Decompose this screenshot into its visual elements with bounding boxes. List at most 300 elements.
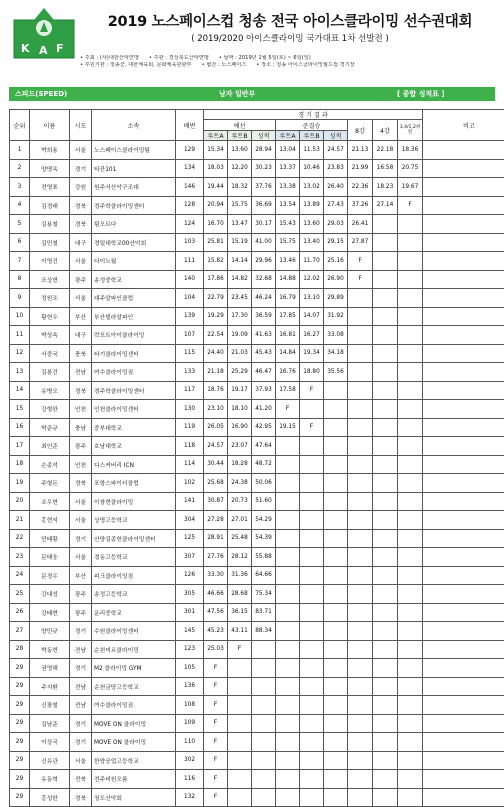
cell-prelim-score: 41.63 (252, 326, 276, 345)
header-bib: 배번 (176, 110, 204, 141)
cell-semi-score: 25.16 (324, 252, 348, 271)
cell-prelim-route-b: 17.30 (228, 307, 252, 326)
cell-semi-route-b (300, 640, 324, 659)
cell-team: M2 클라이밍 GYM (92, 659, 176, 678)
cell-note (423, 603, 504, 622)
cell-final (398, 474, 423, 493)
table-row (10, 566, 504, 585)
cell-quarter (348, 455, 373, 474)
cell-final (398, 770, 423, 789)
table-row (10, 400, 504, 419)
cell-name: 전영표 (30, 178, 70, 197)
cell-region: 경북 (70, 196, 92, 215)
cell-semi-route-b: 13.02 (300, 178, 324, 197)
cell-semifinal (373, 400, 398, 419)
header-semi-route-a: 루트A (276, 131, 300, 141)
cell-final (398, 270, 423, 289)
cell-semifinal (373, 788, 398, 807)
cell-team: 인천클라이밍센터 (92, 400, 176, 419)
cell-team: MOVE ON 클라이밍 (92, 733, 176, 752)
cell-team: 노스페이스클라이밍팀 (92, 141, 176, 160)
cell-prelim-route-b (228, 714, 252, 733)
cell-semi-route-b: 16.27 (300, 326, 324, 345)
cell-semi-score (324, 437, 348, 456)
cell-team: 송정중학교 (92, 270, 176, 289)
cell-quarter (348, 696, 373, 715)
cell-prelim-route-b: 43.11 (228, 622, 252, 641)
cell-region: 서울 (70, 141, 92, 160)
cell-final (398, 566, 423, 585)
cell-quarter (348, 418, 373, 437)
cell-semifinal (373, 622, 398, 641)
cell-quarter (348, 659, 373, 678)
cell-semi-route-a: 13.38 (276, 178, 300, 197)
cell-semi-route-a: 16.79 (276, 289, 300, 308)
cell-prelim-route-a: 47.56 (204, 603, 228, 622)
cell-semi-score (324, 418, 348, 437)
cell-semi-route-a (276, 696, 300, 715)
cell-region: 경기 (70, 159, 92, 178)
cell-semi-route-b: 13.60 (300, 215, 324, 234)
info-date: • 날짜 : 2019년 1월 5일(토) ~ 6일(일) (219, 55, 311, 62)
cell-prelim-route-a: 17.86 (204, 270, 228, 289)
cell-bib: 304 (176, 511, 204, 530)
cell-prelim-route-a: F (204, 751, 228, 770)
cell-final (398, 677, 423, 696)
cell-semi-route-b: 11.53 (300, 141, 324, 160)
cell-prelim-route-b: F (228, 640, 252, 659)
cell-semi-score: 31.92 (324, 307, 348, 326)
cell-semifinal (373, 455, 398, 474)
cell-note (423, 548, 504, 567)
cell-semi-route-a: F (276, 400, 300, 419)
cell-prelim-route-a: 22.79 (204, 289, 228, 308)
cell-prelim-route-b (228, 770, 252, 789)
cell-final (398, 307, 423, 326)
cell-semi-route-b (300, 770, 324, 789)
cell-name: 손종석 (30, 455, 70, 474)
cell-name: 황현우 (30, 307, 70, 326)
cell-rank: 28 (10, 640, 30, 659)
cell-semifinal (373, 437, 398, 456)
cell-note (423, 307, 504, 326)
cell-region: 강원 (70, 178, 92, 197)
cell-note (423, 270, 504, 289)
cell-semi-route-b (300, 455, 324, 474)
cell-prelim-route-a: 19.44 (204, 178, 228, 197)
band-sheet-title: [ 종합 성적표 ] (397, 89, 445, 99)
cell-semifinal (373, 733, 398, 752)
cell-semifinal (373, 566, 398, 585)
svg-text:F: F (56, 42, 64, 55)
cell-semi-route-b (300, 529, 324, 548)
cell-team: 한양공업고등학교 (92, 751, 176, 770)
cell-bib: 129 (176, 141, 204, 160)
cell-prelim-score: 45.43 (252, 344, 276, 363)
cell-team: 운리중학교 (92, 603, 176, 622)
cell-final (398, 751, 423, 770)
cell-final (398, 511, 423, 530)
cell-region: 경북 (70, 215, 92, 234)
cell-prelim-route-b (228, 751, 252, 770)
table-row (10, 215, 504, 234)
cell-quarter (348, 640, 373, 659)
cell-quarter (348, 474, 373, 493)
cell-prelim-score (252, 696, 276, 715)
cell-quarter (348, 770, 373, 789)
cell-final (398, 252, 423, 271)
cell-name: 신광철 (30, 696, 70, 715)
cell-semifinal (373, 270, 398, 289)
results-table (9, 109, 504, 807)
cell-rank: 10 (10, 307, 30, 326)
table-row (10, 585, 504, 604)
cell-semifinal (373, 603, 398, 622)
cell-quarter: 27.87 (348, 233, 373, 252)
cell-rank: 29 (10, 659, 30, 678)
cell-semi-route-b: F (300, 381, 324, 400)
cell-prelim-score: 47.64 (252, 437, 276, 456)
cell-final (398, 659, 423, 678)
cell-quarter (348, 381, 373, 400)
cell-semi-route-a: 16.81 (276, 326, 300, 345)
cell-bib: 117 (176, 381, 204, 400)
cell-final (398, 714, 423, 733)
cell-quarter (348, 363, 373, 382)
cell-prelim-route-b: 16.90 (228, 418, 252, 437)
cell-semifinal (373, 548, 398, 567)
cell-region: 경기 (70, 733, 92, 752)
cell-rank: 29 (10, 696, 30, 715)
cell-note (423, 381, 504, 400)
cell-semi-route-a (276, 714, 300, 733)
cell-region: 광주 (70, 603, 92, 622)
table-row (10, 270, 504, 289)
cell-semifinal (373, 381, 398, 400)
cell-region: 경기 (70, 529, 92, 548)
table-row (10, 603, 504, 622)
cell-bib: 307 (176, 548, 204, 567)
cell-semifinal (373, 418, 398, 437)
cell-bib: 104 (176, 289, 204, 308)
cell-region: 경기 (70, 622, 92, 641)
cell-prelim-route-b: 19.17 (228, 381, 252, 400)
cell-note (423, 289, 504, 308)
cell-note (423, 418, 504, 437)
cell-note (423, 233, 504, 252)
cell-name: 이영건 (30, 252, 70, 271)
cell-rank: 29 (10, 733, 30, 752)
cell-team: 팀오르다 (92, 215, 176, 234)
cell-prelim-route-a: 18.76 (204, 381, 228, 400)
cell-rank: 18 (10, 455, 30, 474)
cell-bib: 146 (176, 178, 204, 197)
cell-semi-route-b (300, 492, 324, 511)
cell-quarter (348, 400, 373, 419)
cell-quarter (348, 326, 373, 345)
cell-prelim-route-b: 15.19 (228, 233, 252, 252)
cell-prelim-score: 54.29 (252, 511, 276, 530)
svg-text:K: K (21, 42, 30, 55)
cell-prelim-route-b: 28.12 (228, 548, 252, 567)
cell-prelim-route-a: F (204, 714, 228, 733)
table-row (10, 640, 504, 659)
cell-semifinal (373, 677, 398, 696)
cell-semi-route-a: 13.46 (276, 252, 300, 271)
cell-semi-route-b: 13.89 (300, 196, 324, 215)
cell-prelim-score: 30.23 (252, 159, 276, 178)
cell-final (398, 585, 423, 604)
cell-name: 주지환 (30, 677, 70, 696)
cell-region: 충남 (70, 418, 92, 437)
cell-region: 부산 (70, 307, 92, 326)
table-row (10, 733, 504, 752)
cell-semi-score: 33.08 (324, 326, 348, 345)
cell-final (398, 418, 423, 437)
cell-team: 포항스파이더클럽 (92, 474, 176, 493)
cell-final: F (398, 196, 423, 215)
cell-prelim-route-a: 19.29 (204, 307, 228, 326)
cell-rank: 29 (10, 714, 30, 733)
cell-rank: 8 (10, 270, 30, 289)
cell-semi-route-b (300, 733, 324, 752)
cell-semi-route-a: 15.43 (276, 215, 300, 234)
cell-prelim-route-a: 24.57 (204, 437, 228, 456)
cell-prelim-route-b: 31.36 (228, 566, 252, 585)
cell-note (423, 474, 504, 493)
cell-region: 서울 (70, 252, 92, 271)
cell-prelim-route-a: F (204, 788, 228, 807)
cell-semi-route-b (300, 474, 324, 493)
cell-bib: 114 (176, 455, 204, 474)
table-row (10, 474, 504, 493)
page-title: 2019 노스페이스컵 청송 전국 아이스클라이밍 선수권대회 (80, 10, 500, 31)
cell-note (423, 363, 504, 382)
cell-semi-score (324, 622, 348, 641)
cell-prelim-route-a: 45.23 (204, 622, 228, 641)
cell-prelim-route-a: 25.68 (204, 474, 228, 493)
table-row (10, 159, 504, 178)
cell-semi-score (324, 474, 348, 493)
table-row (10, 714, 504, 733)
cell-bib: 119 (176, 418, 204, 437)
cell-semi-score (324, 696, 348, 715)
info-line-1 (80, 55, 500, 62)
cell-name: 조우현 (30, 492, 70, 511)
info-line-2 (80, 62, 500, 69)
cell-quarter: 26.41 (348, 215, 373, 234)
cell-prelim-score (252, 640, 276, 659)
table-row (10, 437, 504, 456)
cell-prelim-score: 83.71 (252, 603, 276, 622)
cell-prelim-score: 46.47 (252, 363, 276, 382)
cell-semi-score (324, 659, 348, 678)
cell-semi-route-b (300, 677, 324, 696)
cell-rank: 14 (10, 381, 30, 400)
cell-final: 18.36 (398, 141, 423, 160)
cell-name: 문태웅 (30, 548, 70, 567)
cell-rank: 16 (10, 418, 30, 437)
cell-prelim-route-b: 18.28 (228, 455, 252, 474)
cell-semi-route-a (276, 640, 300, 659)
cell-prelim-route-a: F (204, 659, 228, 678)
cell-prelim-route-a: 20.94 (204, 196, 228, 215)
cell-prelim-score: 28.94 (252, 141, 276, 160)
cell-final (398, 603, 423, 622)
cell-prelim-route-b: 24.38 (228, 474, 252, 493)
header-quarter: 8강 (348, 120, 373, 141)
cell-prelim-route-b: 36.15 (228, 603, 252, 622)
cell-prelim-route-a: 33.30 (204, 566, 228, 585)
cell-prelim-route-b: 20.73 (228, 492, 252, 511)
cell-semi-route-b (300, 511, 324, 530)
cell-prelim-route-b: 18.32 (228, 178, 252, 197)
cell-prelim-score: 46.24 (252, 289, 276, 308)
cell-prelim-route-a: 15.34 (204, 141, 228, 160)
table-row (10, 455, 504, 474)
cell-prelim-score (252, 714, 276, 733)
info-venue: • 장소 : 청송 아이스클라이밍월드컵 경기장 (256, 62, 354, 69)
cell-note (423, 733, 504, 752)
cell-semi-route-b (300, 751, 324, 770)
cell-team: 경동고등학교 (92, 548, 176, 567)
table-row (10, 326, 504, 345)
cell-final (398, 289, 423, 308)
cell-name: 박상속 (30, 326, 70, 345)
cell-semi-score (324, 492, 348, 511)
cell-team: 안양김종헌클라이밍센터 (92, 529, 176, 548)
cell-rank: 23 (10, 548, 30, 567)
cell-name: 유병오 (30, 381, 70, 400)
cell-bib: 108 (176, 696, 204, 715)
cell-prelim-route-a: 18.03 (204, 159, 228, 178)
cell-semifinal (373, 659, 398, 678)
cell-semi-score: 24.57 (324, 141, 348, 160)
cell-name: 민태황 (30, 529, 70, 548)
cell-prelim-score: 42.95 (252, 418, 276, 437)
cell-semi-route-a: 14.88 (276, 270, 300, 289)
cell-team: 송정고등학교 (92, 585, 176, 604)
cell-quarter (348, 289, 373, 308)
cell-semi-route-b: 14.07 (300, 307, 324, 326)
cell-final (398, 437, 423, 456)
kaf-logo-icon (12, 6, 76, 60)
header-semi-score: 성적 (324, 131, 348, 141)
cell-prelim-route-b: 13.60 (228, 141, 252, 160)
cell-quarter (348, 344, 373, 363)
cell-region: 광주 (70, 270, 92, 289)
cell-prelim-score (252, 659, 276, 678)
cell-prelim-score: 36.59 (252, 307, 276, 326)
cell-semi-route-a (276, 566, 300, 585)
cell-prelim-score: 88.34 (252, 622, 276, 641)
cell-prelim-route-b (228, 733, 252, 752)
cell-team: 순천금당고등학교 (92, 677, 176, 696)
table-row (10, 622, 504, 641)
cell-rank: 9 (10, 289, 30, 308)
cell-prelim-route-b: 14.14 (228, 252, 252, 271)
cell-semifinal (373, 363, 398, 382)
cell-semi-score: 34.18 (324, 344, 348, 363)
cell-prelim-route-b (228, 788, 252, 807)
cell-bib: 301 (176, 603, 204, 622)
cell-name: 문경우 (30, 566, 70, 585)
cell-prelim-route-b: 13.47 (228, 215, 252, 234)
table-row (10, 548, 504, 567)
cell-bib: 102 (176, 474, 204, 493)
cell-semifinal: 16.58 (373, 159, 398, 178)
cell-semi-score (324, 585, 348, 604)
cell-quarter (348, 566, 373, 585)
cell-semi-score (324, 529, 348, 548)
cell-note (423, 141, 504, 160)
cell-rank: 7 (10, 252, 30, 271)
cell-prelim-route-b: 25.29 (228, 363, 252, 382)
cell-note (423, 529, 504, 548)
header-region: 시도 (70, 110, 92, 141)
cell-name: 홍성한 (30, 788, 70, 807)
cell-team: 디스커버리 ICN (92, 455, 176, 474)
cell-prelim-route-b (228, 659, 252, 678)
cell-prelim-route-a: 15.82 (204, 252, 228, 271)
cell-semi-route-a: 15.75 (276, 233, 300, 252)
cell-quarter: F (348, 252, 373, 271)
cell-prelim-score: 37.76 (252, 178, 276, 197)
cell-semi-score: 35.56 (324, 363, 348, 382)
cell-prelim-score: 36.69 (252, 196, 276, 215)
cell-prelim-score: 48.72 (252, 455, 276, 474)
table-row (10, 659, 504, 678)
cell-semi-route-b (300, 696, 324, 715)
cell-rank: 26 (10, 603, 30, 622)
cell-prelim-score (252, 751, 276, 770)
table-row (10, 492, 504, 511)
cell-rank: 21 (10, 511, 30, 530)
cell-semi-route-b (300, 788, 324, 807)
cell-quarter (348, 492, 373, 511)
cell-note (423, 344, 504, 363)
cell-prelim-route-a: 25.03 (204, 640, 228, 659)
cell-final (398, 733, 423, 752)
cell-region: 인천 (70, 455, 92, 474)
cell-bib: 132 (176, 788, 204, 807)
cell-semi-route-b (300, 714, 324, 733)
cell-region: 인천 (70, 400, 92, 419)
info-partner: • 협찬 : 노스페이스 (202, 62, 247, 69)
table-row (10, 307, 504, 326)
cell-semi-route-b (300, 400, 324, 419)
table-row (10, 381, 504, 400)
cell-note (423, 455, 504, 474)
cell-team: 타기클라이밍센터 (92, 344, 176, 363)
cell-final (398, 344, 423, 363)
cell-semi-score: 26.90 (324, 270, 348, 289)
cell-note (423, 677, 504, 696)
table-row (10, 141, 504, 160)
cell-team: 수원클라이밍센터 (92, 622, 176, 641)
cell-region: 충북 (70, 344, 92, 363)
cell-prelim-route-a: F (204, 733, 228, 752)
cell-prelim-route-a: 16.70 (204, 215, 228, 234)
cell-note (423, 566, 504, 585)
cell-semifinal (373, 770, 398, 789)
cell-semifinal (373, 233, 398, 252)
cell-final (398, 400, 423, 419)
cell-semi-route-a (276, 585, 300, 604)
cell-prelim-score: 41.20 (252, 400, 276, 419)
cell-bib: 125 (176, 529, 204, 548)
cell-name: 양민규 (30, 622, 70, 641)
